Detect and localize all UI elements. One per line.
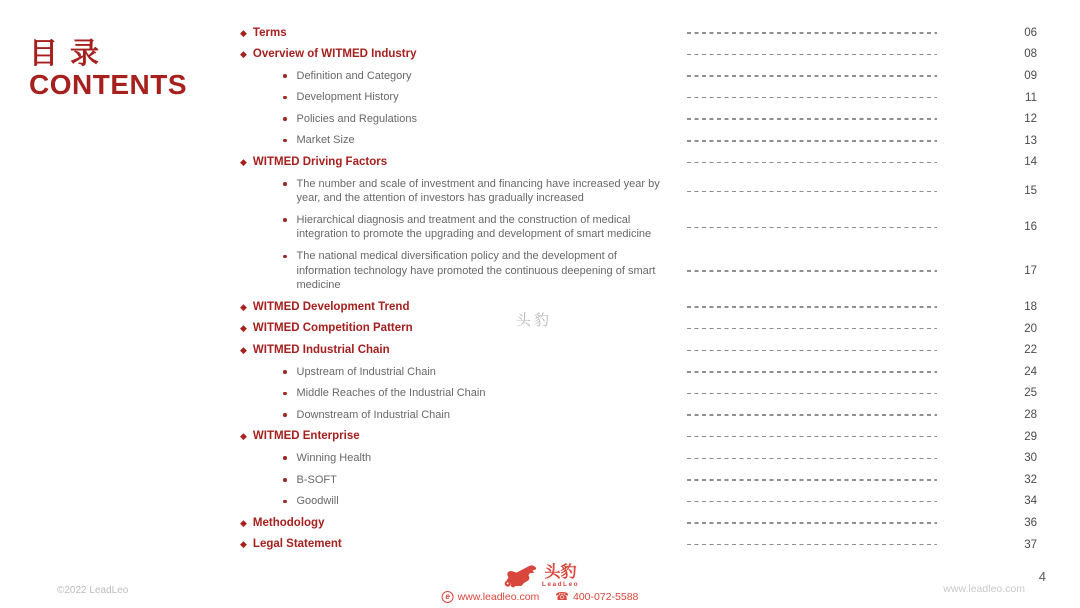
logo-text — [542, 565, 579, 588]
toc-item-label[interactable]: Terms — [252, 26, 287, 39]
page-title-zh: 目录 — [29, 38, 112, 70]
dotted-leader — [687, 97, 937, 99]
toc-item-page: 18 — [1024, 301, 1037, 314]
dotted-leader — [687, 479, 937, 481]
toc-item-page: 15 — [1024, 185, 1037, 198]
dotted-leader — [687, 162, 937, 164]
toc-item-page: 32 — [1024, 473, 1037, 486]
toc-row[interactable] — [240, 296, 1045, 318]
toc-item-page: 17 — [1024, 264, 1037, 277]
dot-bullet-icon — [283, 500, 287, 504]
toc-item-label[interactable]: The number and scale of investment and financing have increased year by year, and the attention of investors has gradually increased — [296, 177, 660, 205]
contents-title-block — [29, 38, 187, 100]
dotted-leader — [687, 414, 937, 416]
toc-item-page: 22 — [1024, 344, 1037, 357]
footer-phone-number: 400-072-5588 — [573, 591, 639, 603]
dot-bullet-icon — [283, 413, 287, 417]
toc-item-label[interactable]: B-SOFT — [296, 473, 337, 486]
dotted-leader — [687, 118, 937, 120]
toc-item-label[interactable]: Hierarchical diagnosis and treatment and the construction of medical integration to promote the upgrading and development of smart medicine — [296, 213, 652, 241]
dot-bullet-icon — [283, 139, 287, 143]
dot-bullet-icon — [283, 255, 287, 259]
diamond-bullet-icon: ◆ — [240, 301, 247, 312]
dotted-leader — [687, 75, 937, 77]
toc-item-label[interactable]: WITMED Enterprise — [252, 430, 360, 443]
toc-row[interactable] — [240, 318, 1045, 340]
toc-item[interactable] — [240, 537, 687, 552]
diamond-bullet-icon: ◆ — [240, 27, 247, 38]
toc-item[interactable] — [240, 133, 687, 148]
toc-item-page: 30 — [1024, 452, 1037, 465]
toc-item-label[interactable]: WITMED Development Trend — [252, 300, 410, 313]
diamond-bullet-icon: ◆ — [240, 345, 247, 355]
page-number: 4 — [1038, 569, 1046, 584]
toc-item[interactable] — [240, 386, 687, 401]
toc-item[interactable] — [240, 155, 687, 170]
logo-zh-text: 头豹 — [544, 564, 577, 581]
toc-item-label[interactable]: Downstream of Industrial Chain — [296, 408, 450, 421]
footer-url-right[interactable]: www.leadleo.com — [943, 583, 1025, 595]
dot-bullet-icon — [283, 96, 287, 100]
leadleo-logo — [501, 564, 579, 588]
toc-row[interactable] — [240, 469, 1045, 491]
dot-bullet-icon — [283, 117, 287, 121]
toc-list — [240, 22, 1045, 555]
toc-row[interactable] — [240, 108, 1045, 130]
toc-item[interactable] — [240, 494, 687, 509]
toc-row[interactable] — [240, 152, 1045, 174]
toc-item-page: 14 — [1024, 156, 1037, 169]
toc-item-label[interactable]: Definition and Category — [296, 69, 412, 82]
toc-item-page: 37 — [1024, 538, 1037, 551]
toc-item[interactable] — [240, 473, 687, 488]
toc-item-page: 20 — [1024, 322, 1037, 335]
toc-item[interactable] — [240, 365, 687, 380]
toc-row[interactable] — [240, 65, 1045, 87]
toc-row[interactable] — [240, 22, 1045, 44]
toc-item-label[interactable]: Legal Statement — [252, 538, 342, 551]
toc-row[interactable] — [240, 209, 1045, 245]
globe-icon: e — [442, 591, 454, 603]
toc-row[interactable] — [240, 447, 1045, 469]
dotted-leader — [687, 191, 937, 193]
toc-item-label[interactable]: Methodology — [252, 516, 325, 529]
toc-item-page: 13 — [1024, 134, 1037, 147]
toc-row[interactable] — [240, 404, 1045, 426]
toc-row[interactable] — [240, 426, 1045, 448]
diamond-bullet-icon: ◆ — [240, 157, 247, 168]
toc-item-page: 16 — [1024, 221, 1037, 234]
toc-item-page: 25 — [1024, 387, 1037, 400]
dot-bullet-icon — [283, 218, 287, 222]
diamond-bullet-icon: ◆ — [240, 539, 247, 550]
dotted-leader — [687, 227, 937, 229]
footer-contact-row — [442, 591, 639, 603]
watermark-text: 头豹 — [516, 312, 553, 329]
dotted-leader — [687, 140, 937, 142]
toc-item[interactable] — [240, 321, 687, 336]
dotted-leader — [687, 32, 937, 34]
toc-row[interactable] — [240, 44, 1045, 66]
toc-item[interactable] — [240, 408, 687, 423]
toc-item[interactable] — [240, 451, 687, 466]
copyright-text: ©2022 LeadLeo — [57, 585, 129, 596]
dotted-leader — [687, 270, 937, 272]
toc-item-label[interactable]: The national medical diversification policy and the development of information technology have promoted the continuous deepening of smart medicine — [296, 250, 656, 292]
toc-item[interactable] — [240, 249, 687, 293]
toc-row[interactable] — [240, 512, 1045, 534]
toc-item-label[interactable]: Upstream of Industrial Chain — [296, 365, 436, 378]
toc-row[interactable] — [240, 534, 1045, 556]
dotted-leader — [687, 371, 937, 373]
page-title-en: CONTENTS — [29, 69, 187, 100]
dotted-leader — [687, 436, 937, 438]
diamond-bullet-icon: ◆ — [240, 431, 247, 442]
dotted-leader — [687, 350, 937, 352]
toc-item-page: 24 — [1024, 365, 1037, 378]
toc-item-page: 06 — [1024, 26, 1037, 39]
footer-website-text[interactable]: www.leadleo.com — [457, 591, 540, 603]
footer-brand-block — [442, 564, 639, 603]
toc-item[interactable] — [240, 47, 687, 62]
toc-row[interactable] — [240, 87, 1045, 109]
toc-item[interactable] — [240, 90, 687, 105]
footer-phone — [555, 591, 638, 603]
dot-bullet-icon — [283, 370, 287, 374]
toc-row[interactable] — [240, 130, 1045, 152]
toc-item-page: 36 — [1024, 517, 1037, 530]
toc-item-page: 28 — [1024, 409, 1037, 422]
toc-row[interactable] — [240, 340, 1045, 362]
dotted-leader — [687, 54, 937, 56]
diamond-bullet-icon: ◆ — [240, 517, 247, 528]
dotted-leader — [687, 522, 937, 524]
toc-item-page: 12 — [1024, 113, 1037, 126]
toc-item-label[interactable]: WITMED Competition Pattern — [252, 322, 413, 335]
toc-item-label[interactable]: Overview of WITMED Industry — [252, 48, 417, 61]
toc-item[interactable] — [240, 26, 687, 41]
toc-item[interactable] — [240, 516, 687, 531]
toc-item[interactable] — [240, 343, 687, 358]
dot-bullet-icon — [283, 392, 287, 396]
toc-item-page: 11 — [1025, 91, 1037, 104]
phone-icon: ☎ — [555, 590, 570, 603]
toc-item-label[interactable]: Winning Health — [296, 451, 372, 464]
toc-item[interactable] — [240, 69, 687, 84]
dotted-leader — [687, 328, 937, 330]
toc-item[interactable] — [240, 213, 687, 242]
dotted-leader — [687, 306, 937, 308]
toc-item-label[interactable]: Market Size — [296, 134, 355, 147]
toc-item[interactable] — [240, 177, 687, 206]
toc-item-page: 34 — [1024, 495, 1037, 508]
toc-row[interactable] — [240, 383, 1045, 405]
toc-row[interactable] — [240, 361, 1045, 383]
toc-item-label[interactable]: Policies and Regulations — [296, 112, 417, 125]
toc-item-label[interactable]: WITMED Industrial Chain — [252, 344, 390, 356]
dot-bullet-icon — [283, 182, 287, 186]
toc-item-label[interactable]: Goodwill — [296, 495, 339, 508]
toc-row[interactable] — [240, 491, 1045, 513]
dotted-leader — [687, 458, 937, 460]
footer-website-link[interactable] — [442, 591, 540, 603]
toc-item[interactable] — [240, 300, 687, 315]
toc-item[interactable] — [240, 112, 687, 127]
dotted-leader — [687, 544, 937, 546]
diamond-bullet-icon: ◆ — [240, 323, 247, 334]
toc-item-page: 29 — [1024, 430, 1037, 443]
logo-en-text: LeadLeo — [541, 581, 580, 588]
toc-item-label[interactable]: Middle Reaches of the Industrial Chain — [296, 387, 486, 400]
toc-item[interactable] — [240, 429, 687, 444]
dotted-leader — [687, 501, 937, 503]
dotted-leader — [687, 393, 937, 395]
dot-bullet-icon — [283, 74, 287, 78]
toc-row[interactable] — [240, 246, 1045, 297]
dot-bullet-icon — [283, 456, 287, 460]
toc-item-label[interactable]: WITMED Driving Factors — [252, 156, 388, 169]
leopard-logo-icon — [501, 564, 537, 588]
dot-bullet-icon — [283, 478, 287, 482]
toc-row[interactable] — [240, 173, 1045, 209]
toc-item-page: 09 — [1024, 69, 1037, 82]
diamond-bullet-icon: ◆ — [240, 49, 247, 60]
toc-item-label[interactable]: Development History — [296, 91, 399, 104]
toc-item-page: 08 — [1024, 48, 1037, 61]
